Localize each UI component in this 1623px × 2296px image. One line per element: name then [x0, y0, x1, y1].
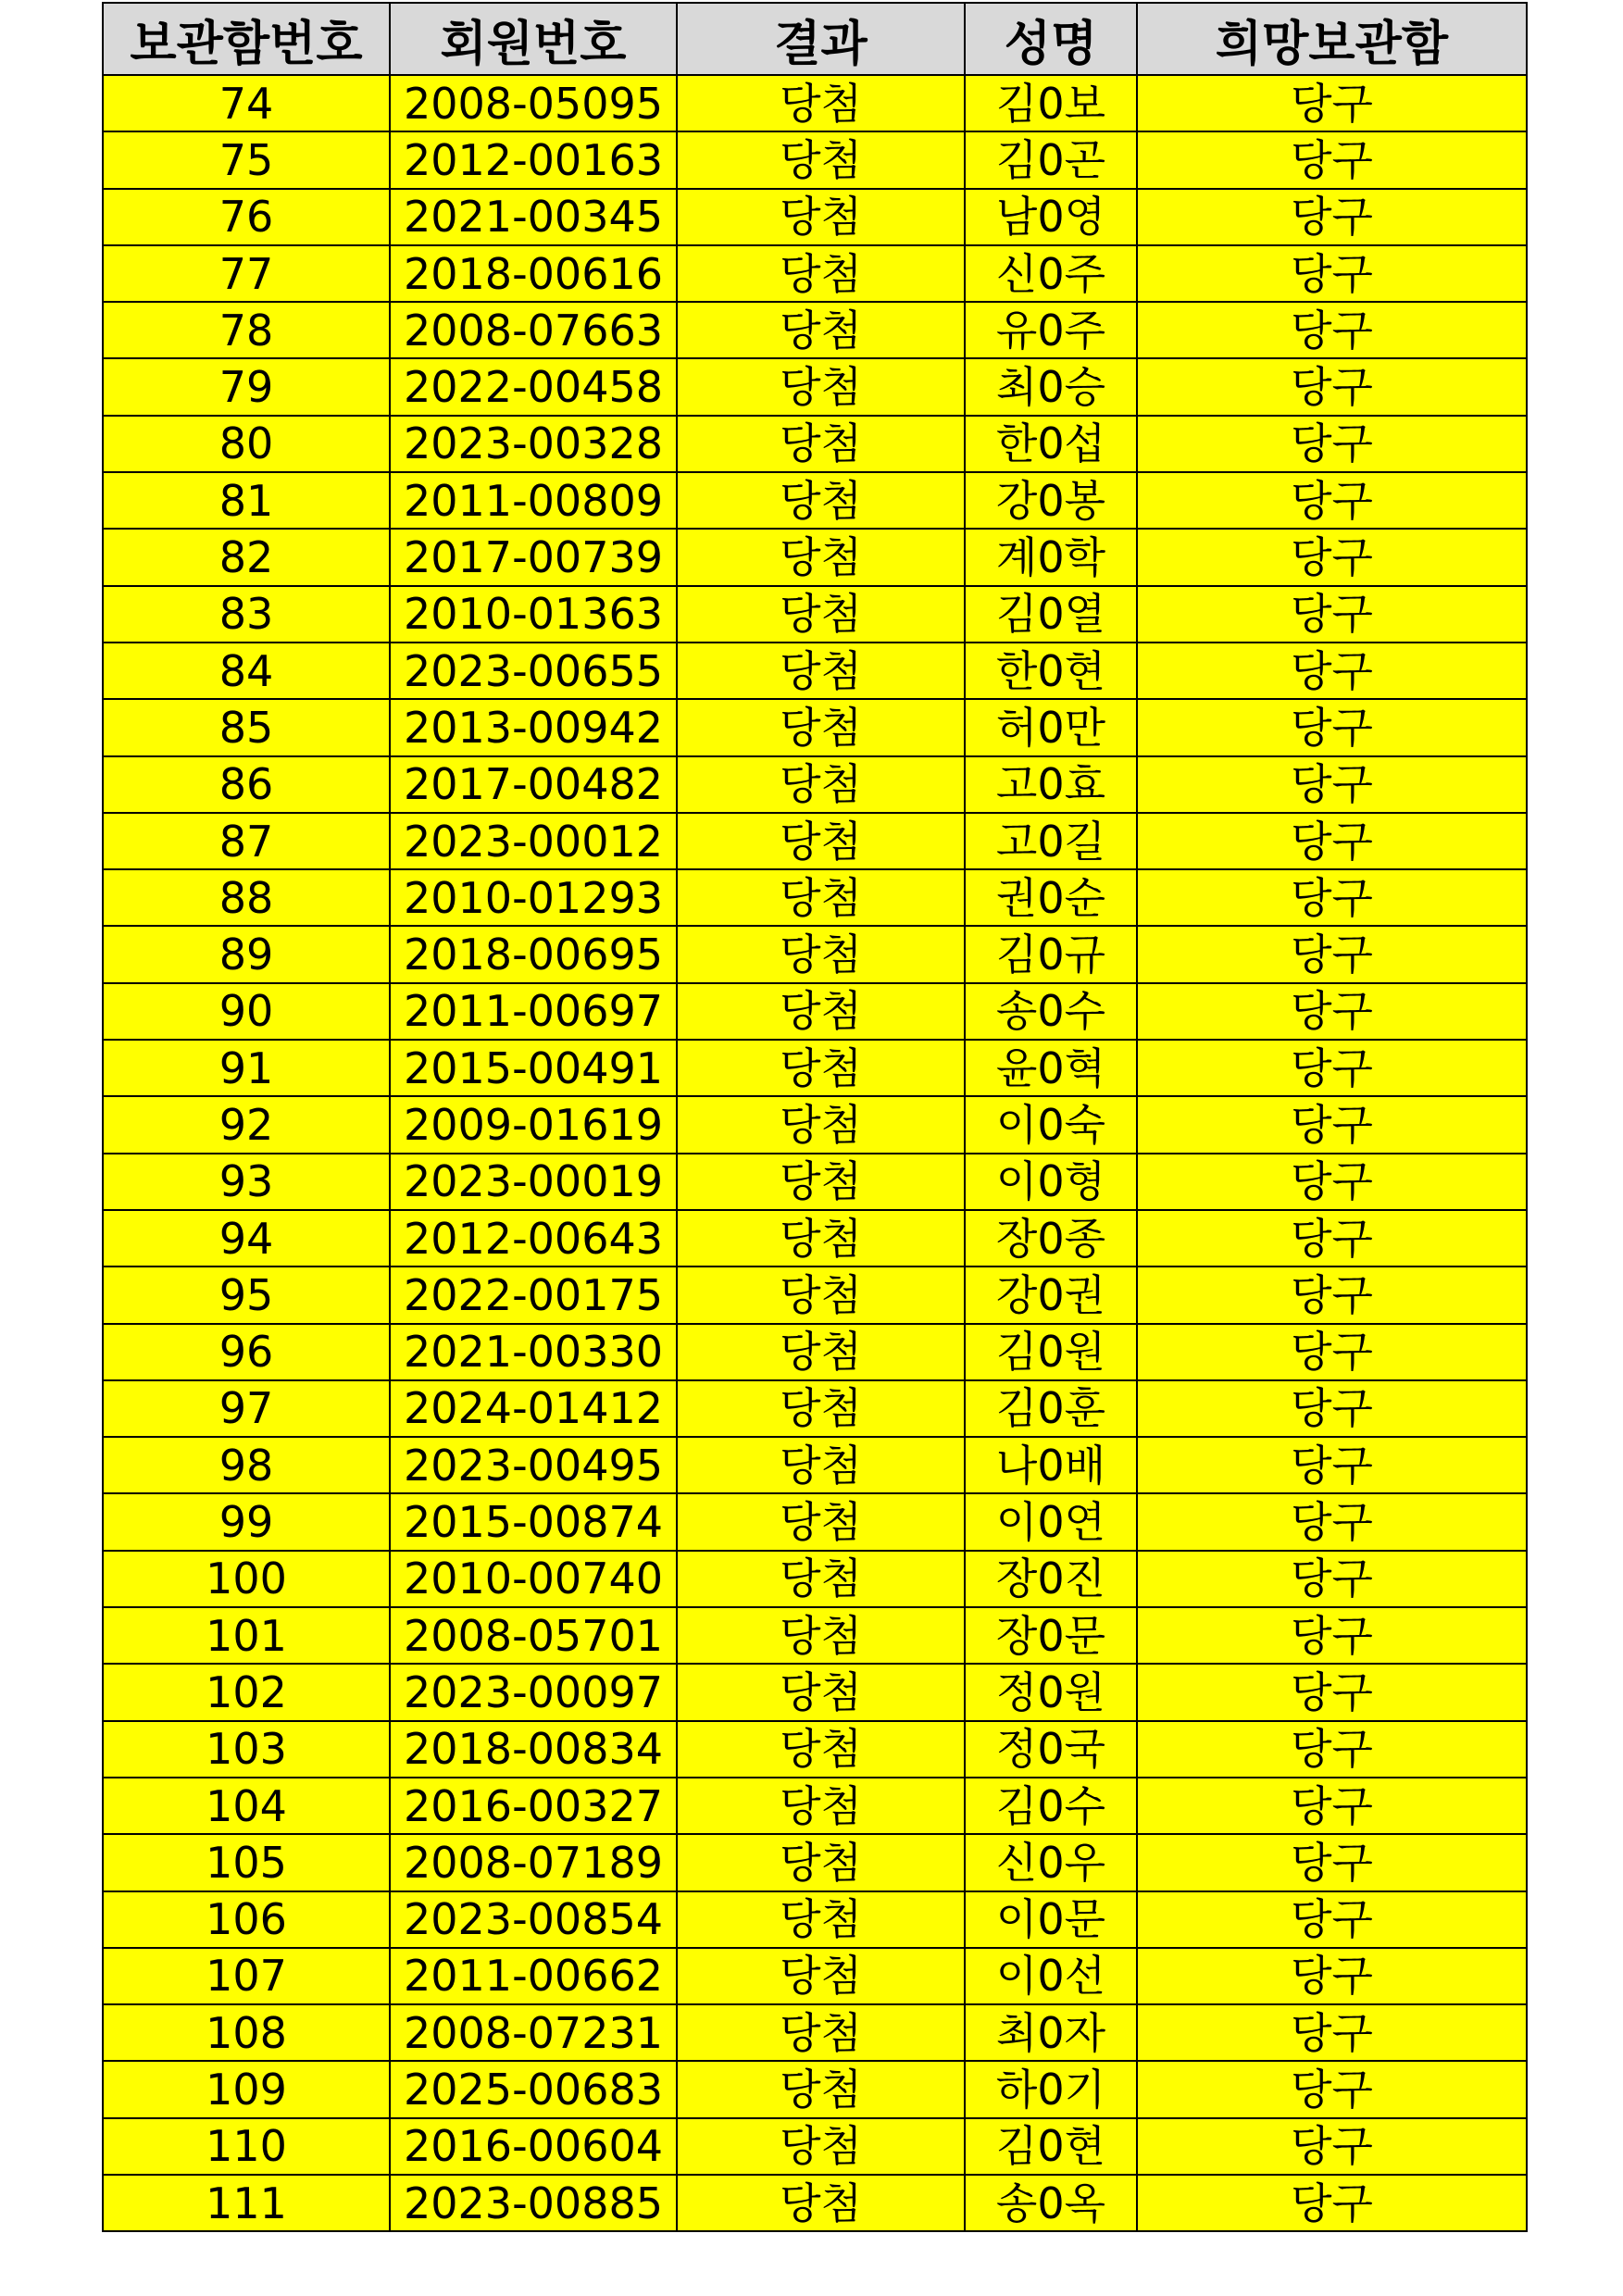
name-cell: 윤0혁 [965, 1040, 1137, 1096]
name-cell: 권0순 [965, 869, 1137, 926]
desired-locker-cell: 당구 [1137, 1948, 1527, 2004]
result-cell: 당첨 [677, 586, 965, 643]
result-cell: 당첨 [677, 245, 965, 302]
result-cell: 당첨 [677, 1721, 965, 1778]
desired-locker-cell: 당구 [1137, 529, 1527, 585]
result-cell: 당첨 [677, 1948, 965, 2004]
result-cell: 당첨 [677, 926, 965, 982]
member-number-cell: 2022-00175 [390, 1267, 677, 1323]
result-cell: 당첨 [677, 529, 965, 585]
member-number-cell: 2018-00834 [390, 1721, 677, 1778]
locker-number-cell: 83 [103, 586, 390, 643]
name-cell: 신0주 [965, 245, 1137, 302]
table-row [103, 2175, 1527, 2231]
locker-number-cell: 90 [103, 983, 390, 1040]
desired-locker-cell: 당구 [1137, 358, 1527, 415]
table-row [103, 2118, 1527, 2175]
desired-locker-cell: 당구 [1137, 75, 1527, 131]
locker-number-cell: 104 [103, 1778, 390, 1834]
name-cell: 고0길 [965, 813, 1137, 869]
name-cell: 하0기 [965, 2061, 1137, 2117]
result-cell: 당첨 [677, 1891, 965, 1948]
result-cell: 당첨 [677, 75, 965, 131]
table-row [103, 1096, 1527, 1153]
locker-number-cell: 78 [103, 302, 390, 358]
member-number-cell: 2010-01293 [390, 869, 677, 926]
locker-number-cell: 93 [103, 1154, 390, 1210]
name-cell: 최0자 [965, 2004, 1137, 2061]
result-cell: 당첨 [677, 131, 965, 188]
locker-number-cell: 91 [103, 1040, 390, 1096]
member-number-cell: 2010-01363 [390, 586, 677, 643]
member-number-cell: 2023-00019 [390, 1154, 677, 1210]
desired-locker-cell: 당구 [1137, 756, 1527, 813]
table-row [103, 586, 1527, 643]
name-cell: 김0훈 [965, 1380, 1137, 1437]
locker-number-cell: 95 [103, 1267, 390, 1323]
name-cell: 고0효 [965, 756, 1137, 813]
name-cell: 송0옥 [965, 2175, 1137, 2231]
result-cell: 당첨 [677, 1834, 965, 1890]
result-cell: 당첨 [677, 643, 965, 699]
member-number-cell: 2008-07231 [390, 2004, 677, 2061]
member-number-cell: 2025-00683 [390, 2061, 677, 2117]
table-row [103, 1664, 1527, 1720]
locker-number-cell: 84 [103, 643, 390, 699]
desired-locker-cell: 당구 [1137, 1154, 1527, 1210]
desired-locker-cell: 당구 [1137, 2118, 1527, 2175]
locker-number-cell: 107 [103, 1948, 390, 2004]
result-cell: 당첨 [677, 1778, 965, 1834]
name-cell: 송0수 [965, 983, 1137, 1040]
desired-locker-cell: 당구 [1137, 1778, 1527, 1834]
locker-number-cell: 87 [103, 813, 390, 869]
table-row [103, 416, 1527, 472]
locker-number-cell: 105 [103, 1834, 390, 1890]
locker-number-cell: 99 [103, 1493, 390, 1550]
name-cell: 김0열 [965, 586, 1137, 643]
locker-number-cell: 98 [103, 1437, 390, 1493]
result-cell: 당첨 [677, 869, 965, 926]
table-row [103, 1437, 1527, 1493]
member-number-cell: 2018-00695 [390, 926, 677, 982]
member-number-cell: 2023-00655 [390, 643, 677, 699]
table-row [103, 131, 1527, 188]
desired-locker-cell: 당구 [1137, 2004, 1527, 2061]
result-cell: 당첨 [677, 189, 965, 245]
member-number-cell: 2011-00809 [390, 472, 677, 529]
name-cell: 이0연 [965, 1493, 1137, 1550]
member-number-cell: 2021-00330 [390, 1324, 677, 1380]
locker-lottery-results-sheet [102, 2, 1526, 2232]
name-cell: 허0만 [965, 699, 1137, 755]
result-cell: 당첨 [677, 1324, 965, 1380]
table-row [103, 1891, 1527, 1948]
name-cell: 강0봉 [965, 472, 1137, 529]
locker-number-cell: 81 [103, 472, 390, 529]
locker-number-cell: 94 [103, 1210, 390, 1267]
table-row [103, 245, 1527, 302]
result-cell: 당첨 [677, 1437, 965, 1493]
desired-locker-cell: 당구 [1137, 1437, 1527, 1493]
table-row [103, 189, 1527, 245]
result-cell: 당첨 [677, 1493, 965, 1550]
member-number-cell: 2015-00874 [390, 1493, 677, 1550]
table-row [103, 699, 1527, 755]
table-row [103, 1210, 1527, 1267]
desired-locker-cell: 당구 [1137, 1210, 1527, 1267]
result-cell: 당첨 [677, 2004, 965, 2061]
locker-number-cell: 96 [103, 1324, 390, 1380]
table-row [103, 1380, 1527, 1437]
table-row [103, 302, 1527, 358]
member-number-cell: 2023-00495 [390, 1437, 677, 1493]
locker-number-cell: 80 [103, 416, 390, 472]
desired-locker-cell: 당구 [1137, 2061, 1527, 2117]
name-cell: 남0영 [965, 189, 1137, 245]
locker-number-cell: 109 [103, 2061, 390, 2117]
table-row [103, 756, 1527, 813]
member-number-cell: 2012-00163 [390, 131, 677, 188]
result-cell: 당첨 [677, 302, 965, 358]
locker-number-cell: 86 [103, 756, 390, 813]
member-number-cell: 2008-07189 [390, 1834, 677, 1890]
member-number-cell: 2023-00885 [390, 2175, 677, 2231]
table-row [103, 1154, 1527, 1210]
table-row [103, 983, 1527, 1040]
member-number-cell: 2017-00739 [390, 529, 677, 585]
locker-number-cell: 85 [103, 699, 390, 755]
header-member-number: 회원번호 [390, 3, 677, 75]
name-cell: 계0학 [965, 529, 1137, 585]
desired-locker-cell: 당구 [1137, 1664, 1527, 1720]
locker-number-cell: 76 [103, 189, 390, 245]
result-cell: 당첨 [677, 1380, 965, 1437]
locker-number-cell: 77 [103, 245, 390, 302]
member-number-cell: 2013-00942 [390, 699, 677, 755]
locker-number-cell: 89 [103, 926, 390, 982]
result-cell: 당첨 [677, 1096, 965, 1153]
member-number-cell: 2016-00604 [390, 2118, 677, 2175]
table-row [103, 472, 1527, 529]
desired-locker-cell: 당구 [1137, 472, 1527, 529]
name-cell: 신0우 [965, 1834, 1137, 1890]
member-number-cell: 2023-00854 [390, 1891, 677, 1948]
desired-locker-cell: 당구 [1137, 699, 1527, 755]
locker-number-cell: 102 [103, 1664, 390, 1720]
result-cell: 당첨 [677, 1664, 965, 1720]
name-cell: 강0권 [965, 1267, 1137, 1323]
locker-number-cell: 88 [103, 869, 390, 926]
header-desired-locker: 희망보관함 [1137, 3, 1527, 75]
member-number-cell: 2022-00458 [390, 358, 677, 415]
table-row [103, 1834, 1527, 1890]
locker-number-cell: 103 [103, 1721, 390, 1778]
desired-locker-cell: 당구 [1137, 1040, 1527, 1096]
name-cell: 이0숙 [965, 1096, 1137, 1153]
table-row [103, 643, 1527, 699]
desired-locker-cell: 당구 [1137, 1267, 1527, 1323]
desired-locker-cell: 당구 [1137, 926, 1527, 982]
name-cell: 김0수 [965, 1778, 1137, 1834]
name-cell: 이0형 [965, 1154, 1137, 1210]
name-cell: 나0배 [965, 1437, 1137, 1493]
result-cell: 당첨 [677, 2061, 965, 2117]
desired-locker-cell: 당구 [1137, 302, 1527, 358]
result-cell: 당첨 [677, 358, 965, 415]
name-cell: 정0원 [965, 1664, 1137, 1720]
name-cell: 이0선 [965, 1948, 1137, 2004]
table-body [103, 75, 1527, 2231]
table-row [103, 1324, 1527, 1380]
member-number-cell: 2011-00662 [390, 1948, 677, 2004]
locker-number-cell: 106 [103, 1891, 390, 1948]
result-cell: 당첨 [677, 1267, 965, 1323]
desired-locker-cell: 당구 [1137, 1380, 1527, 1437]
desired-locker-cell: 당구 [1137, 983, 1527, 1040]
locker-number-cell: 100 [103, 1551, 390, 1607]
desired-locker-cell: 당구 [1137, 1607, 1527, 1664]
member-number-cell: 2008-05701 [390, 1607, 677, 1664]
desired-locker-cell: 당구 [1137, 643, 1527, 699]
header-result: 결과 [677, 3, 965, 75]
table-row [103, 813, 1527, 869]
result-cell: 당첨 [677, 699, 965, 755]
member-number-cell: 2023-00328 [390, 416, 677, 472]
name-cell: 장0종 [965, 1210, 1137, 1267]
table-row [103, 2061, 1527, 2117]
name-cell: 김0원 [965, 1324, 1137, 1380]
name-cell: 한0섭 [965, 416, 1137, 472]
locker-number-cell: 111 [103, 2175, 390, 2231]
table-row [103, 869, 1527, 926]
locker-number-cell: 74 [103, 75, 390, 131]
name-cell: 유0주 [965, 302, 1137, 358]
table-row [103, 2004, 1527, 2061]
locker-number-cell: 79 [103, 358, 390, 415]
table-row [103, 1721, 1527, 1778]
result-cell: 당첨 [677, 472, 965, 529]
name-cell: 김0보 [965, 75, 1137, 131]
table-row [103, 1551, 1527, 1607]
member-number-cell: 2023-00097 [390, 1664, 677, 1720]
desired-locker-cell: 당구 [1137, 131, 1527, 188]
result-cell: 당첨 [677, 1154, 965, 1210]
member-number-cell: 2016-00327 [390, 1778, 677, 1834]
table-row [103, 1493, 1527, 1550]
desired-locker-cell: 당구 [1137, 813, 1527, 869]
desired-locker-cell: 당구 [1137, 2175, 1527, 2231]
desired-locker-cell: 당구 [1137, 586, 1527, 643]
name-cell: 장0문 [965, 1607, 1137, 1664]
table-row [103, 358, 1527, 415]
locker-number-cell: 108 [103, 2004, 390, 2061]
table-row [103, 1267, 1527, 1323]
member-number-cell: 2011-00697 [390, 983, 677, 1040]
header-row [103, 3, 1527, 75]
desired-locker-cell: 당구 [1137, 245, 1527, 302]
desired-locker-cell: 당구 [1137, 1324, 1527, 1380]
desired-locker-cell: 당구 [1137, 1096, 1527, 1153]
table-row [103, 1948, 1527, 2004]
result-cell: 당첨 [677, 1210, 965, 1267]
table-row [103, 1040, 1527, 1096]
results-table [102, 2, 1528, 2232]
desired-locker-cell: 당구 [1137, 1834, 1527, 1890]
desired-locker-cell: 당구 [1137, 869, 1527, 926]
result-cell: 당첨 [677, 813, 965, 869]
header-locker-number: 보관함번호 [103, 3, 390, 75]
member-number-cell: 2023-00012 [390, 813, 677, 869]
name-cell: 김0규 [965, 926, 1137, 982]
table-row [103, 926, 1527, 982]
name-cell: 이0문 [965, 1891, 1137, 1948]
member-number-cell: 2024-01412 [390, 1380, 677, 1437]
locker-number-cell: 75 [103, 131, 390, 188]
member-number-cell: 2008-05095 [390, 75, 677, 131]
desired-locker-cell: 당구 [1137, 1721, 1527, 1778]
member-number-cell: 2018-00616 [390, 245, 677, 302]
header-name: 성명 [965, 3, 1137, 75]
name-cell: 한0현 [965, 643, 1137, 699]
table-header [103, 3, 1527, 75]
desired-locker-cell: 당구 [1137, 1493, 1527, 1550]
result-cell: 당첨 [677, 1607, 965, 1664]
result-cell: 당첨 [677, 1551, 965, 1607]
result-cell: 당첨 [677, 2118, 965, 2175]
table-row [103, 529, 1527, 585]
desired-locker-cell: 당구 [1137, 416, 1527, 472]
result-cell: 당첨 [677, 756, 965, 813]
member-number-cell: 2009-01619 [390, 1096, 677, 1153]
locker-number-cell: 82 [103, 529, 390, 585]
desired-locker-cell: 당구 [1137, 1551, 1527, 1607]
name-cell: 김0현 [965, 2118, 1137, 2175]
desired-locker-cell: 당구 [1137, 1891, 1527, 1948]
member-number-cell: 2017-00482 [390, 756, 677, 813]
result-cell: 당첨 [677, 416, 965, 472]
result-cell: 당첨 [677, 1040, 965, 1096]
table-row [103, 1607, 1527, 1664]
locker-number-cell: 110 [103, 2118, 390, 2175]
result-cell: 당첨 [677, 983, 965, 1040]
member-number-cell: 2015-00491 [390, 1040, 677, 1096]
name-cell: 장0진 [965, 1551, 1137, 1607]
locker-number-cell: 92 [103, 1096, 390, 1153]
result-cell: 당첨 [677, 2175, 965, 2231]
member-number-cell: 2010-00740 [390, 1551, 677, 1607]
locker-number-cell: 97 [103, 1380, 390, 1437]
member-number-cell: 2021-00345 [390, 189, 677, 245]
member-number-cell: 2012-00643 [390, 1210, 677, 1267]
name-cell: 최0승 [965, 358, 1137, 415]
locker-number-cell: 101 [103, 1607, 390, 1664]
member-number-cell: 2008-07663 [390, 302, 677, 358]
desired-locker-cell: 당구 [1137, 189, 1527, 245]
name-cell: 김0곤 [965, 131, 1137, 188]
table-row [103, 1778, 1527, 1834]
name-cell: 정0국 [965, 1721, 1137, 1778]
table-row [103, 75, 1527, 131]
